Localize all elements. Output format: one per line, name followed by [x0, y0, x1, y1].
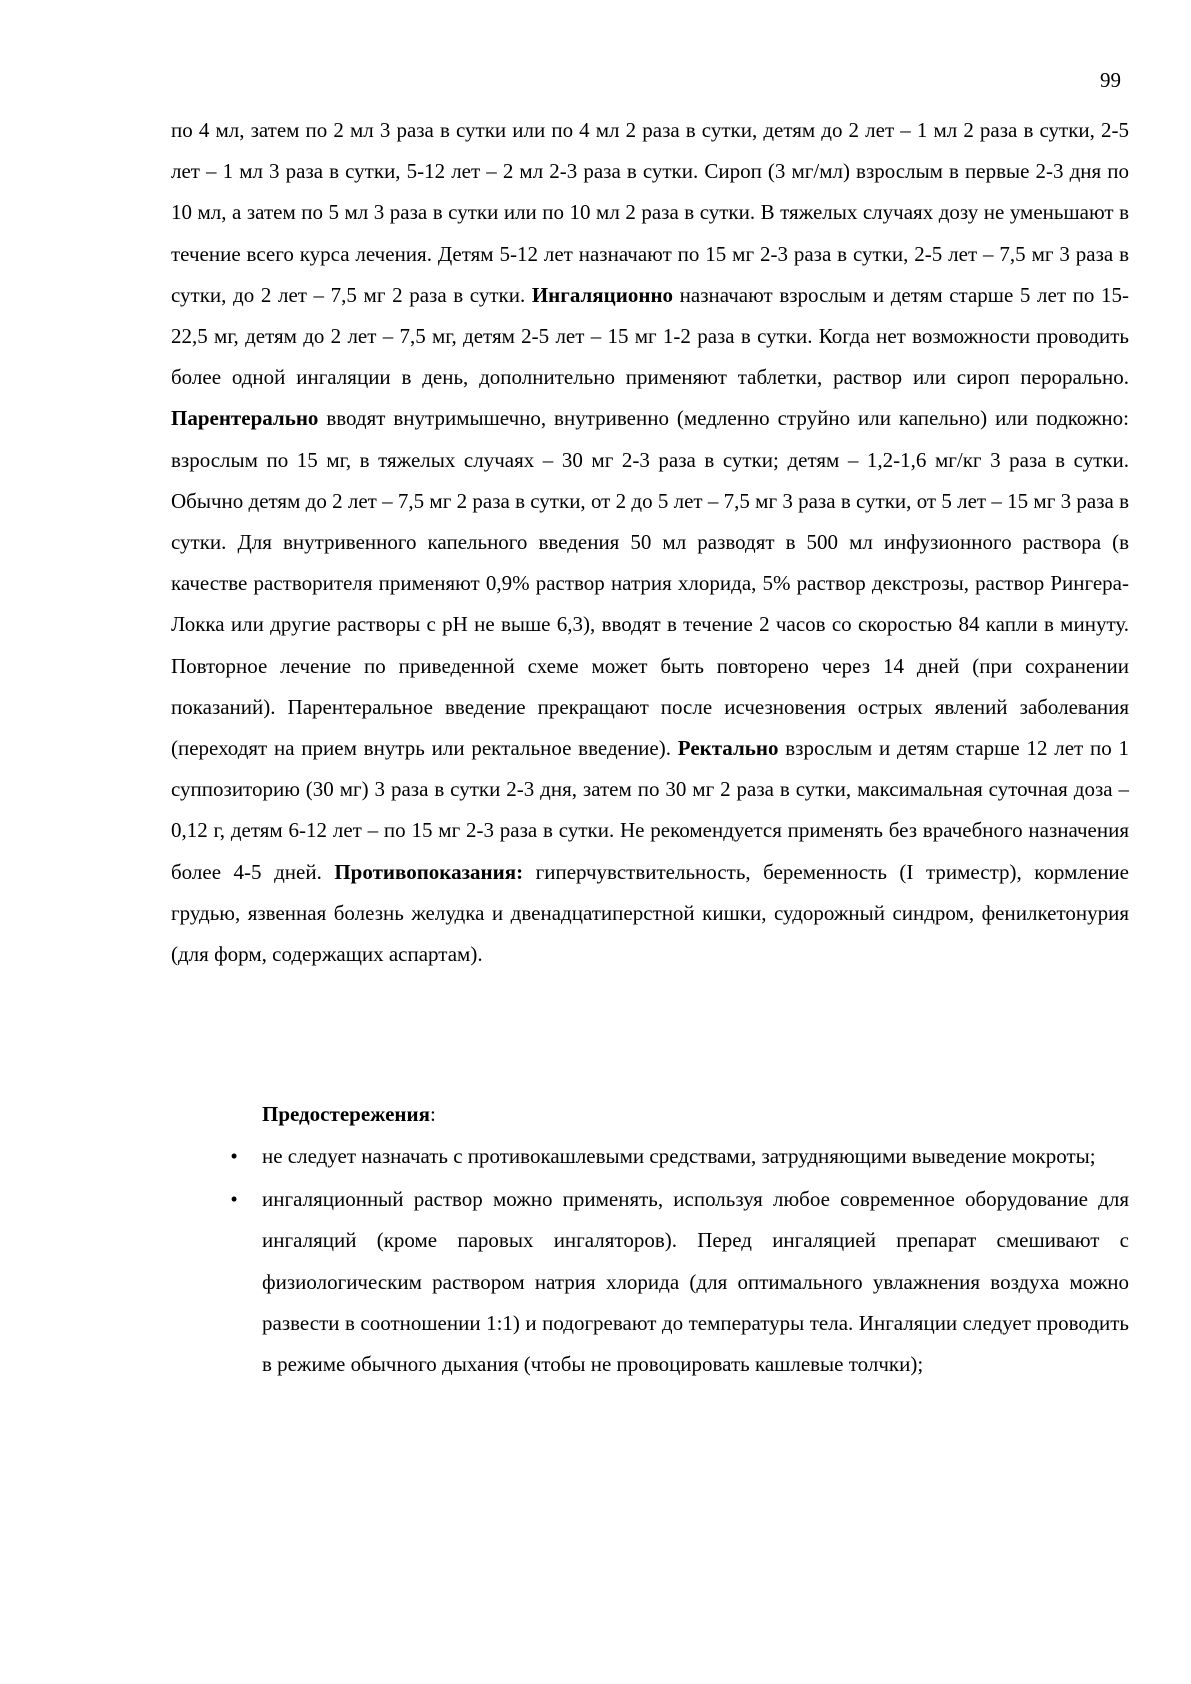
warnings-heading-text: Предостережения — [262, 1102, 430, 1126]
bullet-icon: • — [230, 1144, 238, 1168]
page-number: 99 — [1100, 68, 1121, 92]
paragraph-text: вводят внутримышечно, внутривенно (медленно струйно или капельно) или подкожно: взрослым по 15 мг, в тяжелых случаях – 30 мг 2-3 раза в сутки; детям – 1,2-1,6 мг/кг 3 раза в сутки. Обычно детям до 2 лет – 7,5 мг 2 раза в сутки, от 2 до 5 лет – 7,5 мг 3 раза в сутки, от 5 лет – 15 мг 3 раза в сутки. Для внутривенного капельного введения 50 мл разводят в 500 мл инфузионного раствора (в качестве растворителя применяют 0,9% раствор натрия хлорида, 5% раствор декстрозы, раствор Рингера-Локка или другие растворы с pH не выше 6,3), вводят в течение 2 часов со скоростью 84 капли в минуту. Повторное лечение по приведенной схеме может быть повторено через 14 дней (при сохранении показаний). Парентеральное введение прекращают после исчезновения острых явлений заболевания (переходят на прием внутрь или ректальное введение). — [171, 406, 1129, 761]
paragraph-text: назначают взрослым и детям старше 5 лет по 15-22,5 мг, детям до 2 лет – 7,5 мг, детям 2-5 лет – 15 мг 1-2 раза в сутки. Когда нет возможности проводить более одной ингаляции в день, дополнительно применяют таблетки, раствор или сироп перорально. — [171, 282, 1129, 390]
paragraph-text: по 4 мл, затем по 2 мл 3 раза в сутки или по 4 мл 2 раза в сутки, детям до 2 лет – 1 мл 2 раза в сутки, 2-5 лет – 1 мл 3 раза в сутки, 5-12 лет – 2 мл 2-3 раза в сутки. Сироп (3 мг/мл) взрослым в первые 2-3 дня по 10 мл, а затем по 5 мл 3 раза в сутки или по 10 мл 2 раза в сутки. В тяжелых случаях дозу не уменьшают в течение всего курса лечения. Детям 5-12 лет назначают по 15 мг 2-3 раза в сутки, 2-5 лет – 7,5 мг 3 раза в сутки, до 2 лет – 7,5 мг 2 раза в сутки. — [171, 118, 1129, 307]
paragraph-text: взрослым и детям старше 12 лет по 1 суппозиторию (30 мг) 3 раза в сутки 2-3 дня, затем по 30 мг 2 раза в сутки, максимальная суточная доза – 0,12 г, детям 6-12 лет – по 15 мг 2-3 раза в сутки. Не рекомендуется применять без врачебного назначения более 4-5 дней. — [171, 736, 1129, 884]
term-parenteral: Парентерально — [171, 406, 319, 431]
term-inhalation: Ингаляционно — [531, 282, 674, 307]
list-item-text: не следует назначать с противокашлевыми средствами, затрудняющими выведение мокроты; — [262, 1144, 1096, 1168]
dosage-paragraph — [171, 110, 1129, 975]
term-rectal: Ректально — [677, 736, 779, 761]
list-item-text: ингаляционный раствор можно применять, используя любое современное оборудование для ингаляций (кроме паровых ингаляторов). Перед ингаляцией препарат смешивают с физиологическим раствором натрия хлорида (для оптимального увлажнения воздуха можно развести в соотношении 1:1) и подогревают до температуры тела. Ингаляции следует проводить в режиме обычного дыхания (чтобы не провоцировать кашлевые толчки); — [262, 1187, 1129, 1377]
list-item — [222, 1179, 1129, 1385]
warnings-heading-colon: : — [429, 1102, 436, 1126]
list-item — [222, 1136, 1129, 1177]
term-contraindications: Противопоказания: — [334, 859, 524, 884]
warnings-heading — [262, 1094, 436, 1135]
warnings-list — [222, 1136, 1129, 1385]
bullet-icon: • — [230, 1187, 238, 1212]
paragraph-text: гиперчувствительность, беременность (I триместр), кормление грудью, язвенная болезнь желудка и двенадцатиперстной кишки, судорожный синдром, фенилкетонурия (для форм, содержащих аспартам). — [171, 859, 1129, 967]
